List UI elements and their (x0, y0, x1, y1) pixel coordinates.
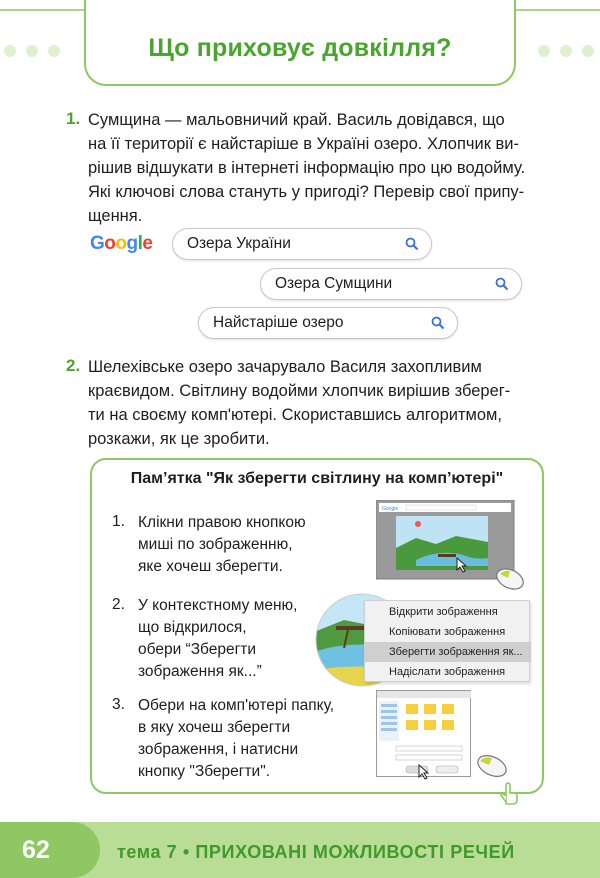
task2-line: краєвидом. Світлину водойми хлопчик вирішив зберег- (88, 382, 511, 400)
context-menu-item[interactable]: Надіслати зображення (389, 666, 506, 678)
google-logo (90, 233, 152, 255)
task2-line: розкажи, як це зробити. (88, 430, 270, 448)
step-line: кнопку "Зберегти". (138, 763, 271, 780)
decor-dot (4, 45, 16, 57)
step-line: У контекстному меню, (138, 597, 298, 614)
page-number: 62 (22, 836, 50, 864)
decor-dot (538, 45, 550, 57)
step-line: яке хочеш зберегти. (138, 558, 283, 575)
google-letter: o (115, 233, 127, 254)
decor-dot (48, 45, 60, 57)
step-line: зображення як...” (138, 663, 262, 680)
mouse-icon (474, 752, 510, 780)
page-title: Що приховує довкілля? (148, 34, 452, 62)
mouse-icon (494, 566, 528, 592)
google-letter: l (137, 233, 143, 254)
step-line: Клікни правою кнопкою (138, 514, 306, 531)
step-line: зображення, і натисни (138, 741, 299, 758)
cursor-icon (418, 764, 432, 780)
search-input[interactable] (260, 268, 522, 300)
step-line: миші по зображенню, (138, 536, 293, 553)
context-menu-item-save-as[interactable]: Зберегти зображення як... (365, 642, 531, 662)
search-query: Озера Сумщини (275, 275, 393, 292)
browser-logo: Google (382, 506, 399, 512)
cursor-icon (456, 557, 470, 573)
context-menu (364, 600, 530, 682)
search-query: Озера України (187, 235, 291, 252)
search-icon[interactable] (495, 277, 509, 291)
step-line: Обери на комп'ютері папку, (138, 697, 335, 714)
search-input[interactable] (172, 228, 432, 260)
task-number: 1. (66, 109, 81, 128)
task2-line: ти на своєму комп'ютері. Скориставшись алгоритмом, (88, 406, 502, 424)
decor-dot (560, 45, 572, 57)
step-number: 1. (112, 513, 125, 530)
task1-line: Які ключові слова стануть у пригоді? Перевір свої припу- (88, 183, 525, 201)
step-number: 2. (112, 596, 125, 613)
task1-line: рішив відшукати в інтернеті інформацію про цю водойму. (88, 159, 526, 177)
step-line: що відкрилося, (138, 619, 247, 636)
search-icon[interactable] (431, 316, 445, 330)
step-line: в яку хочеш зберегти (138, 719, 291, 736)
search-icon[interactable] (405, 237, 419, 251)
search-query: Найстаріше озеро (213, 314, 344, 331)
decor-dot (26, 45, 38, 57)
task1-line: Сумщина — мальовничий край. Василь довідався, що (88, 111, 505, 129)
memo-title: Пам’ятка "Як зберегти світлину на комп’ютері" (130, 470, 504, 487)
task-number: 2. (66, 356, 81, 375)
google-letter: G (90, 233, 105, 254)
task1-line: на її території є найстаріше в Україні озеро. Хлопчик ви- (88, 135, 519, 153)
task2-line: Шелехівське озеро зачарувало Василя захопливим (88, 358, 482, 376)
context-menu-item[interactable]: Відкрити зображення (389, 606, 498, 618)
google-letter: g (126, 233, 138, 254)
search-input[interactable] (198, 307, 458, 339)
step-number: 3. (112, 696, 125, 713)
context-menu-item[interactable]: Копіювати зображення (389, 626, 506, 638)
footer-topic: тема 7 • ПРИХОВАНІ МОЖЛИВОСТІ РЕЧЕЙ (117, 842, 515, 862)
google-letter: e (142, 233, 153, 254)
decor-dot (582, 45, 594, 57)
google-letter: o (104, 233, 116, 254)
step-line: обери “Зберегти (138, 641, 257, 658)
task1-line: щення. (88, 207, 143, 225)
footer-page-tab (0, 822, 100, 878)
hand-pointer-icon (498, 782, 520, 806)
